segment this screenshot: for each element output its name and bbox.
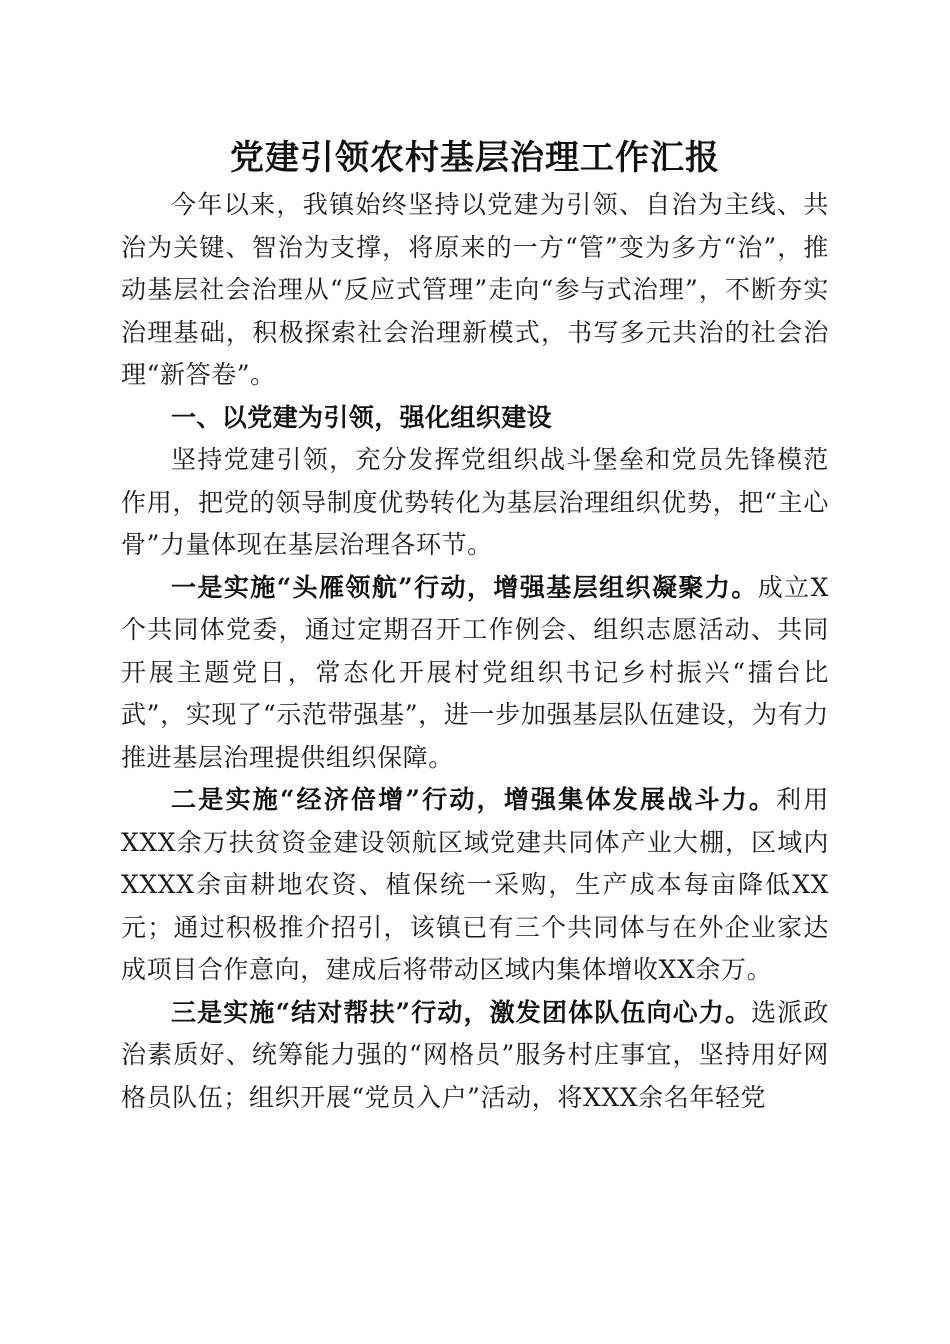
item-body: 利用XXX余万扶贫资金建设领航区域党建共同体产业大棚，区域内XXXX余亩耕地农资、植保统一采购，生产成本每亩降低XX元；通过积极推介招引，该镇已有三个共同体与在外企业家达成项目合作意向，建成后将带动区域内集体增收XX余万。	[121, 785, 830, 984]
item-lead: 二是实施“经济倍增”行动，增强集体发展战斗力。	[171, 785, 777, 814]
document-title: 党建引领农村基层治理工作汇报	[230, 138, 720, 178]
intro-paragraph: 今年以来，我镇始终坚持以党建为引领、自治为主线、共治为关键、智治为支撑，将原来的一方“管”变为多方“治”，推动基层社会治理从“反应式管理”走向“参与式治理”，不断夯实治理基础，积极探索社会治理新模式，书写多元共治的社会治理“新答卷”。	[121, 190, 829, 389]
item-body: 选派政治素质好、统筹能力强的“网格员”服务村庄事宜，坚持用好网格员队伍；组织开展“党员入户”活动，将XXX余名年轻党	[121, 997, 829, 1112]
item-lead: 三是实施“结对帮扶”行动，激发团体队伍向心力。	[171, 997, 752, 1027]
item-body: 成立X个共同体党委，通过定期召开工作例会、组织志愿活动、共同开展主题党日，常态化开展村党组织书记乡村振兴“擂台比武”，实现了“示范带强基”，进一步加强基层队伍建设，为有力推进基层治理提供组织保障。	[121, 572, 829, 772]
document-body	[121, 132, 829, 1119]
section-heading: 一、以党建为引领，强化组织建设	[171, 402, 553, 432]
list-item	[121, 992, 829, 1120]
item-lead: 一是实施“头雁领航”行动，增强基层组织凝聚力。	[171, 572, 758, 602]
section-summary: 坚持党建引领，充分发挥党组织战斗堡垒和党员先锋模范作用，把党的领导制度优势转化为基层治理组织优势，把“主心骨”力量体现在基层治理各环节。	[121, 445, 829, 559]
list-item	[121, 567, 829, 780]
list-item	[121, 779, 829, 992]
